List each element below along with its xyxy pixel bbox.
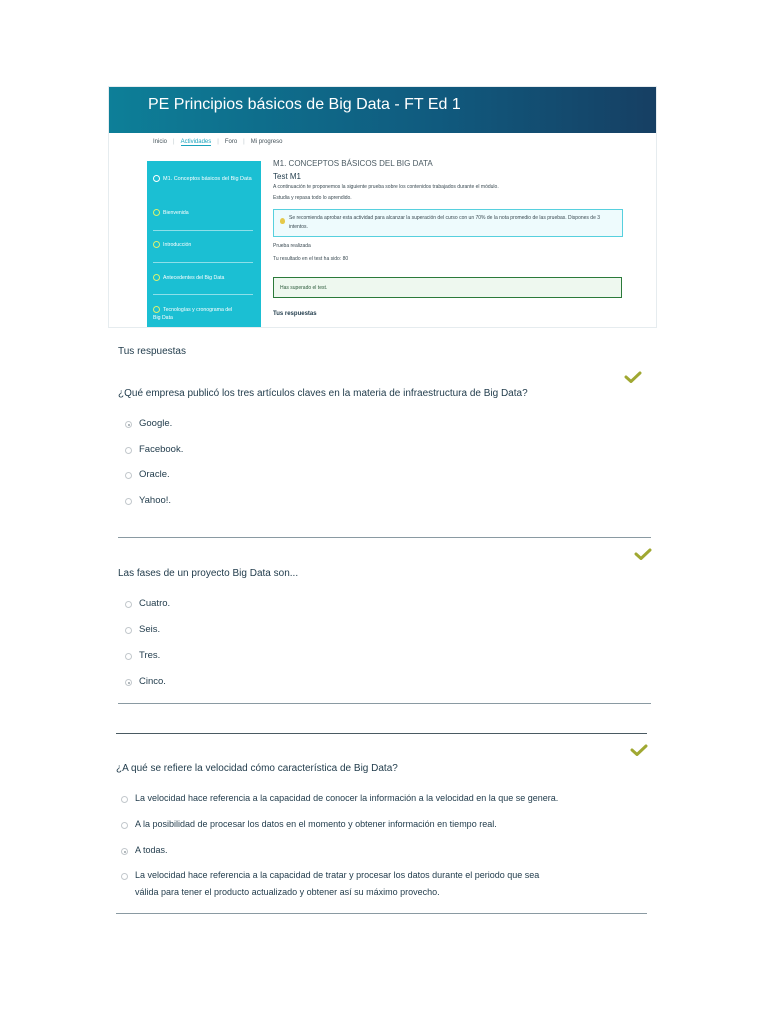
lightbulb-icon — [280, 218, 285, 224]
circle-icon — [153, 209, 160, 216]
divider — [116, 733, 647, 734]
radio-q1-opt4[interactable] — [125, 498, 132, 505]
test-title: Test M1 — [273, 172, 302, 181]
nav-actividades[interactable]: Actividades — [180, 139, 212, 145]
radio-q1-opt2[interactable] — [125, 447, 132, 454]
divider — [118, 537, 651, 538]
option-label: A la posibilidad de procesar los datos en el momento y obtener información en tiempo real. — [135, 819, 497, 829]
intro-text-2: Estudia y repasa todo lo aprendido. — [273, 195, 352, 201]
option-label: Oracle. — [139, 469, 170, 480]
check-icon — [630, 744, 648, 756]
option-label: Cuatro. — [139, 598, 171, 609]
option-label-continued: válida para tener el producto actualizado y obtener así su máximo provecho. — [135, 887, 440, 897]
module-sidebar — [147, 161, 261, 327]
circle-icon — [153, 241, 160, 248]
module-heading: M1. CONCEPTOS BÁSICOS DEL BIG DATA — [273, 159, 433, 168]
divider — [153, 294, 253, 295]
question-1-text: ¿Qué empresa publicó los tres artículos claves en la materia de infraestructura de Big Data? — [118, 388, 528, 399]
option-label: Yahoo!. — [139, 495, 172, 506]
divider — [116, 913, 647, 914]
check-icon — [624, 371, 642, 383]
option-label: Facebook. — [139, 444, 184, 455]
course-screenshot — [109, 87, 656, 327]
option-label: La velocidad hace referencia a la capacidad de conocer la información a la velocidad en la que se genera. — [135, 793, 559, 803]
radio-q1-opt3[interactable] — [125, 472, 132, 479]
course-header — [109, 87, 656, 133]
option-label: A todas. — [135, 845, 168, 855]
radio-q3-opt4[interactable] — [121, 873, 128, 880]
radio-q3-opt2[interactable] — [121, 822, 128, 829]
answers-label-small: Tus respuestas — [273, 311, 317, 317]
divider — [118, 703, 651, 704]
radio-q1-opt1[interactable] — [125, 421, 132, 428]
radio-q2-opt4[interactable] — [125, 679, 132, 686]
course-nav: Inicio | Actividades | Foro | Mi progreso — [153, 139, 283, 145]
intro-text: A continuación te proponemos la siguiente prueba sobre los contenidos trabajados durante el módulo. — [273, 184, 499, 190]
option-label: Google. — [139, 418, 173, 429]
sidebar-item-antecedentes[interactable]: Antecedentes del Big Data — [153, 274, 257, 282]
collapse-icon — [153, 175, 160, 182]
nav-inicio[interactable]: Inicio — [153, 139, 168, 145]
sidebar-item-bienvenida[interactable]: Bienvenida — [153, 209, 257, 217]
question-2-text: Las fases de un proyecto Big Data son... — [118, 568, 299, 579]
sidebar-item-tecnologias[interactable]: Tecnologías y cronograma del Big Data — [153, 307, 233, 321]
nav-foro[interactable]: Foro — [224, 139, 238, 145]
divider — [153, 262, 253, 263]
result-text: Tu resultado en el test ha sido: 80 — [273, 256, 349, 262]
option-label: Cinco. — [139, 676, 166, 687]
answers-label: Tus respuestas — [118, 346, 186, 357]
divider — [153, 230, 253, 231]
option-label: Seis. — [139, 624, 161, 635]
pass-notice: Has superado el test. — [273, 277, 622, 298]
option-label: La velocidad hace referencia a la capacidad de tratar y procesar los datos durante el periodo que sea — [135, 870, 540, 880]
info-notice: Se recomienda aprobar esta actividad para alcanzar la superación del curso con un 70% de la nota promedio de las pruebas. Dispones de 3 intentos. — [273, 209, 623, 237]
sidebar-item-introduccion[interactable]: Introducción — [153, 241, 257, 249]
radio-q3-opt1[interactable] — [121, 796, 128, 803]
circle-icon — [153, 274, 160, 281]
radio-q2-opt2[interactable] — [125, 627, 132, 634]
course-title: PE Principios básicos de Big Data - FT Ed 1 — [148, 96, 461, 113]
check-icon — [634, 548, 652, 560]
nav-mi-progreso[interactable]: Mi progreso — [250, 139, 283, 145]
sidebar-module-header[interactable]: M1. Conceptos básicos del Big Data — [153, 174, 253, 184]
radio-q2-opt1[interactable] — [125, 601, 132, 608]
attempt-label: Prueba realizada — [273, 243, 311, 249]
radio-q3-opt3[interactable] — [121, 848, 128, 855]
radio-q2-opt3[interactable] — [125, 653, 132, 660]
circle-icon — [153, 306, 160, 313]
question-3-text: ¿A qué se refiere la velocidad cómo característica de Big Data? — [116, 763, 398, 774]
option-label: Tres. — [139, 650, 161, 661]
